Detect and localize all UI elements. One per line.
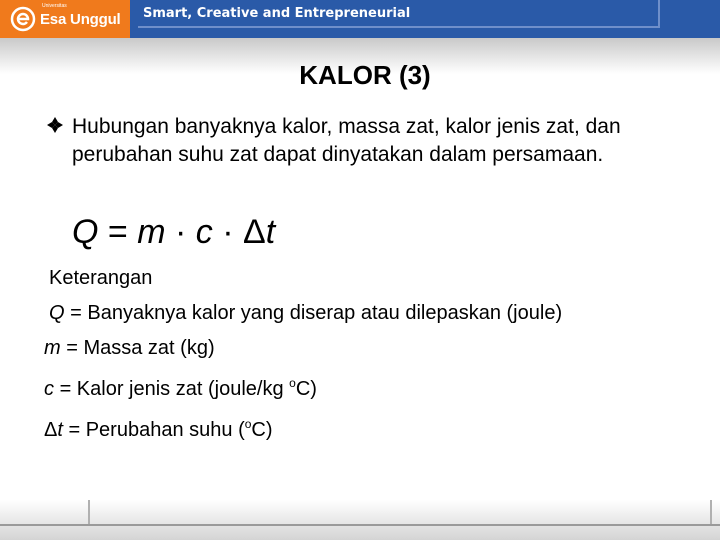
logo-text: Esa Unggul bbox=[40, 10, 121, 28]
delta-t-symbol: Δt bbox=[44, 419, 63, 441]
footer-divider bbox=[88, 500, 90, 524]
legend-item-dt: Δt = Perubahan suhu ($^o$C) bbox=[44, 417, 273, 441]
footer-band bbox=[0, 500, 720, 540]
legend-item-c: c = Kalor jenis zat (joule/kg $^o$C) bbox=[44, 376, 317, 400]
slide-title: KALOR (3) bbox=[299, 60, 431, 90]
header-bar bbox=[0, 0, 720, 38]
legend-item-q: Q = Banyaknya kalor yang diserap atau dilepaskan (joule) bbox=[49, 302, 563, 324]
bullet-text: Hubungan banyaknya kalor, massa zat, kalor jenis zat, dan perubahan suhu zat dapat dinyatakan dalam persamaan. bbox=[72, 115, 621, 166]
diamond-bullet-icon bbox=[46, 116, 64, 134]
legend-item-m: m = Massa zat (kg) bbox=[44, 337, 215, 359]
tagline: Smart, Creative and Entrepreneurial bbox=[143, 6, 411, 21]
university-logo-icon bbox=[10, 6, 36, 32]
legend bbox=[44, 261, 562, 448]
legend-heading: Keterangan bbox=[49, 267, 153, 289]
bullet-point bbox=[46, 113, 686, 169]
footer-divider-right bbox=[710, 500, 712, 524]
logo-subtext: Universitas bbox=[42, 3, 67, 9]
heat-formula: Q = m · c · Δt bbox=[72, 213, 276, 251]
footer-line bbox=[0, 524, 720, 526]
logo bbox=[0, 0, 130, 38]
